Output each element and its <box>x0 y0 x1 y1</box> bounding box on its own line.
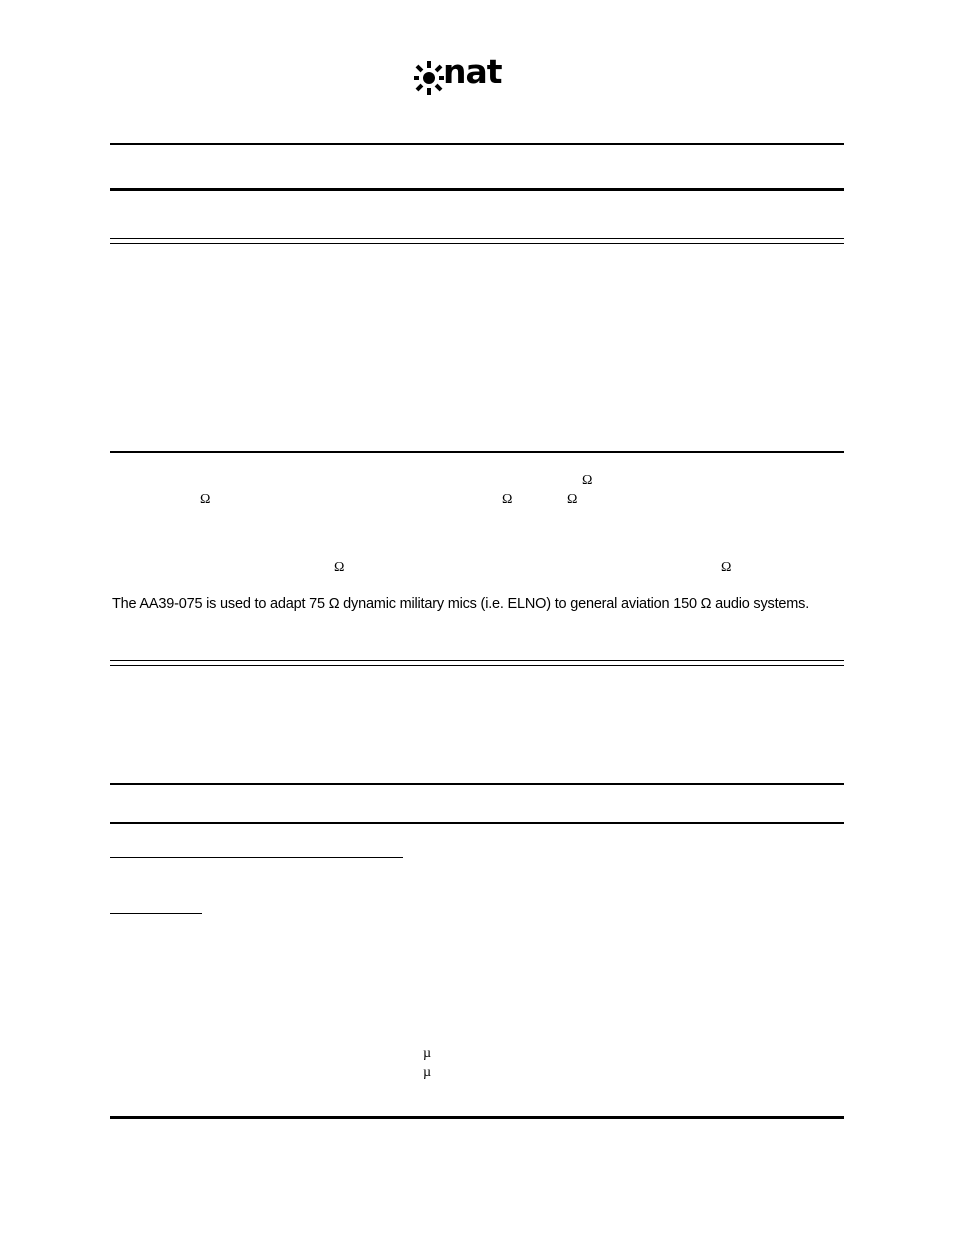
double-divider <box>110 238 844 244</box>
omega-symbol: Ω <box>567 492 578 507</box>
divider <box>110 783 844 785</box>
micro-symbol: µ <box>423 1046 432 1061</box>
divider <box>110 143 844 145</box>
omega-symbol: Ω <box>334 560 345 575</box>
heading-underline <box>110 857 403 858</box>
description-text: The AA39-075 is used to adapt 75 Ω dynamic military mics (i.e. ELNO) to general aviation 150 Ω audio systems. <box>112 596 810 612</box>
starburst-icon <box>414 58 444 100</box>
omega-symbol: Ω <box>582 473 593 488</box>
logo-wordmark: nat <box>443 52 502 91</box>
omega-symbol: Ω <box>721 560 732 575</box>
divider <box>110 822 844 824</box>
omega-symbol: Ω <box>502 492 513 507</box>
heading-underline <box>110 913 202 914</box>
divider <box>110 451 844 453</box>
micro-symbol: µ <box>423 1065 432 1080</box>
omega-symbol: Ω <box>200 492 211 507</box>
divider <box>110 188 844 191</box>
double-divider <box>110 660 844 666</box>
divider <box>110 1116 844 1119</box>
